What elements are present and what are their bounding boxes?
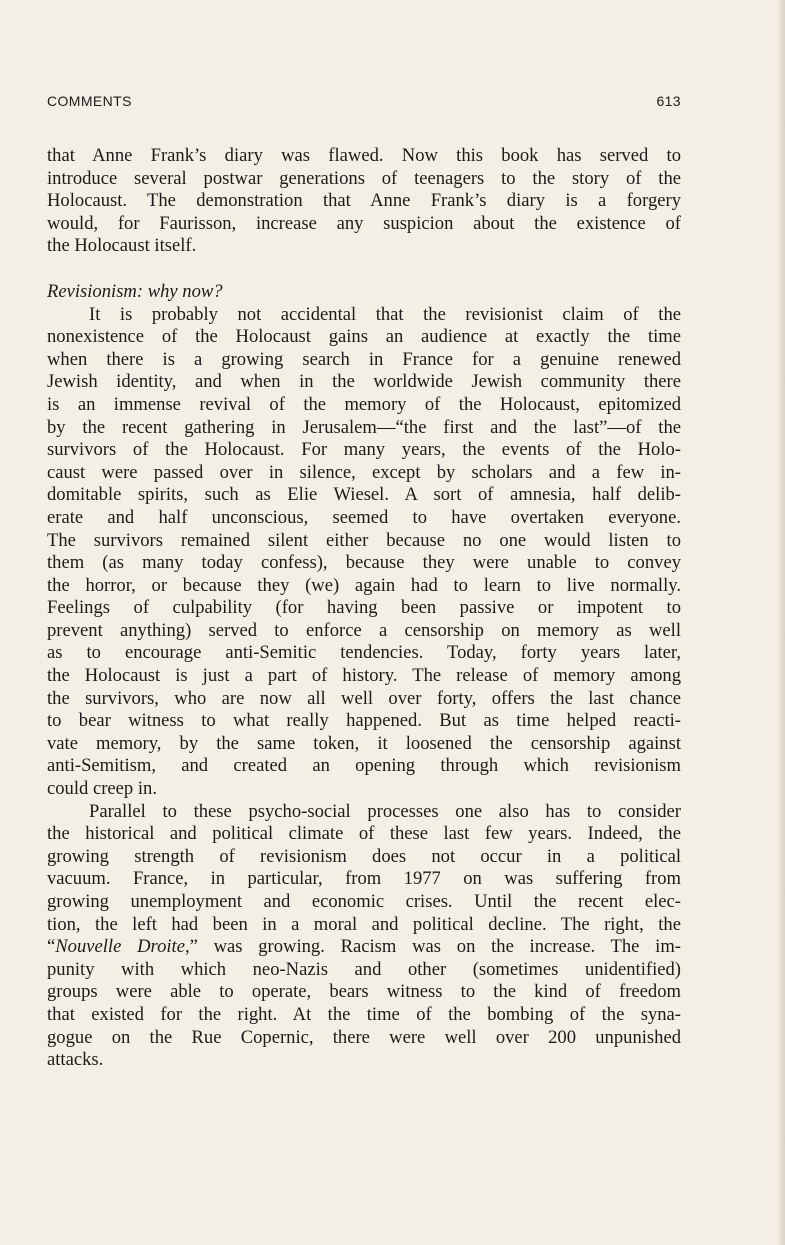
paragraph-2	[47, 304, 681, 801]
paragraph-3	[47, 801, 681, 1072]
text-line: vacuum. France, in particular, from 1977 on was suffering from	[47, 868, 681, 890]
text-line: groups were able to operate, bears witness to the kind of freedom	[47, 981, 681, 1003]
text-line: the horror, or because they (we) again had to learn to live normally.	[47, 574, 681, 596]
text-line: It is probably not accidental that the revisionist claim of the	[89, 303, 681, 325]
section-gap	[47, 258, 681, 281]
page-number: 613	[656, 93, 681, 109]
text-line: The survivors remained silent either because no one would listen to	[47, 529, 681, 551]
section-heading-text: Revisionism: why now?	[47, 280, 223, 302]
text-line: vate memory, by the same token, it loosened the censorship against	[47, 732, 681, 754]
article-body	[47, 145, 681, 1072]
close-quote: ”	[189, 936, 198, 958]
text-line: punity with which neo-Nazis and other (sometimes unidentified)	[47, 958, 681, 980]
text-line: nonexistence of the Holocaust gains an audience at exactly the time	[47, 326, 681, 348]
text-line: Holocaust. The demonstration that Anne Frank’s diary is a forgery	[47, 190, 681, 212]
text-line: by the recent gathering in Jerusalem—“the first and the last”—of the	[47, 416, 681, 438]
text-line: would, for Faurisson, increase any suspicion about the existence of	[47, 212, 681, 234]
text-line: the Holocaust itself.	[47, 235, 197, 257]
text-line: the Holocaust is just a part of history. The release of memory among	[47, 665, 681, 687]
section-title: COMMENTS	[47, 93, 132, 109]
text-line: the historical and political climate of these last few years. Indeed, the	[47, 823, 681, 845]
text-line: prevent anything) served to enforce a censorship on memory as well	[47, 619, 681, 641]
text-line: to bear witness to what really happened. But as time helped reacti-	[47, 710, 681, 732]
text-line: Feelings of culpability (for having been passive or impotent to	[47, 597, 681, 619]
running-head	[47, 93, 681, 113]
text-line: Jewish identity, and when in the worldwide Jewish community there	[47, 371, 681, 393]
text-line: anti-Semitism, and created an opening through which revisionism	[47, 755, 681, 777]
text-line: that Anne Frank’s diary was flawed. Now this book has served to	[47, 145, 681, 166]
text-line: erate and half unconscious, seemed to have overtaken everyone.	[47, 506, 681, 528]
text-line: the survivors, who are now all well over forty, offers the last chance	[47, 687, 681, 709]
text-line: Parallel to these psycho-social processes one also has to consider	[89, 800, 681, 822]
text-line: introduce several postwar generations of teenagers to the story of the	[47, 167, 681, 189]
text-line: caust were passed over in silence, except by scholars and a few in-	[47, 461, 681, 483]
text-line: gogue on the Rue Copernic, there were well over 200 unpunished	[47, 1026, 681, 1048]
text-line: that existed for the right. At the time of the bombing of the syna-	[47, 1003, 681, 1025]
text-line: growing strength of revisionism does not occur in a political	[47, 845, 681, 867]
text-line: attacks.	[47, 1049, 104, 1071]
text-line: growing unemployment and economic crises. Until the recent elec-	[47, 891, 681, 912]
text-line-with-italic-term	[47, 936, 681, 959]
line-continuation: was growing. Racism was on the increase. The im-	[197, 936, 681, 958]
text-line: when there is a growing search in France for a genuine renewed	[47, 348, 681, 370]
text-line: could creep in.	[47, 778, 157, 800]
paragraph-1	[47, 145, 681, 258]
text-line: domitable spirits, such as Elie Wiesel. A sort of amnesia, half delib-	[47, 484, 681, 506]
section-heading	[47, 281, 681, 304]
text-line: them (as many today confess), because they were unable to convey	[47, 552, 681, 574]
text-line: as to encourage anti-Semitic tendencies. Today, forty years later,	[47, 642, 681, 664]
page-edge	[779, 0, 785, 1245]
text-line: is an immense revival of the memory of the Holocaust, epitomized	[47, 393, 681, 415]
text-line: tion, the left had been in a moral and political decline. The right, the	[47, 913, 681, 935]
italic-term: Nouvelle Droite,	[55, 936, 190, 958]
open-quote: “	[47, 936, 56, 958]
text-line: survivors of the Holocaust. For many years, the events of the Holo-	[47, 439, 681, 461]
